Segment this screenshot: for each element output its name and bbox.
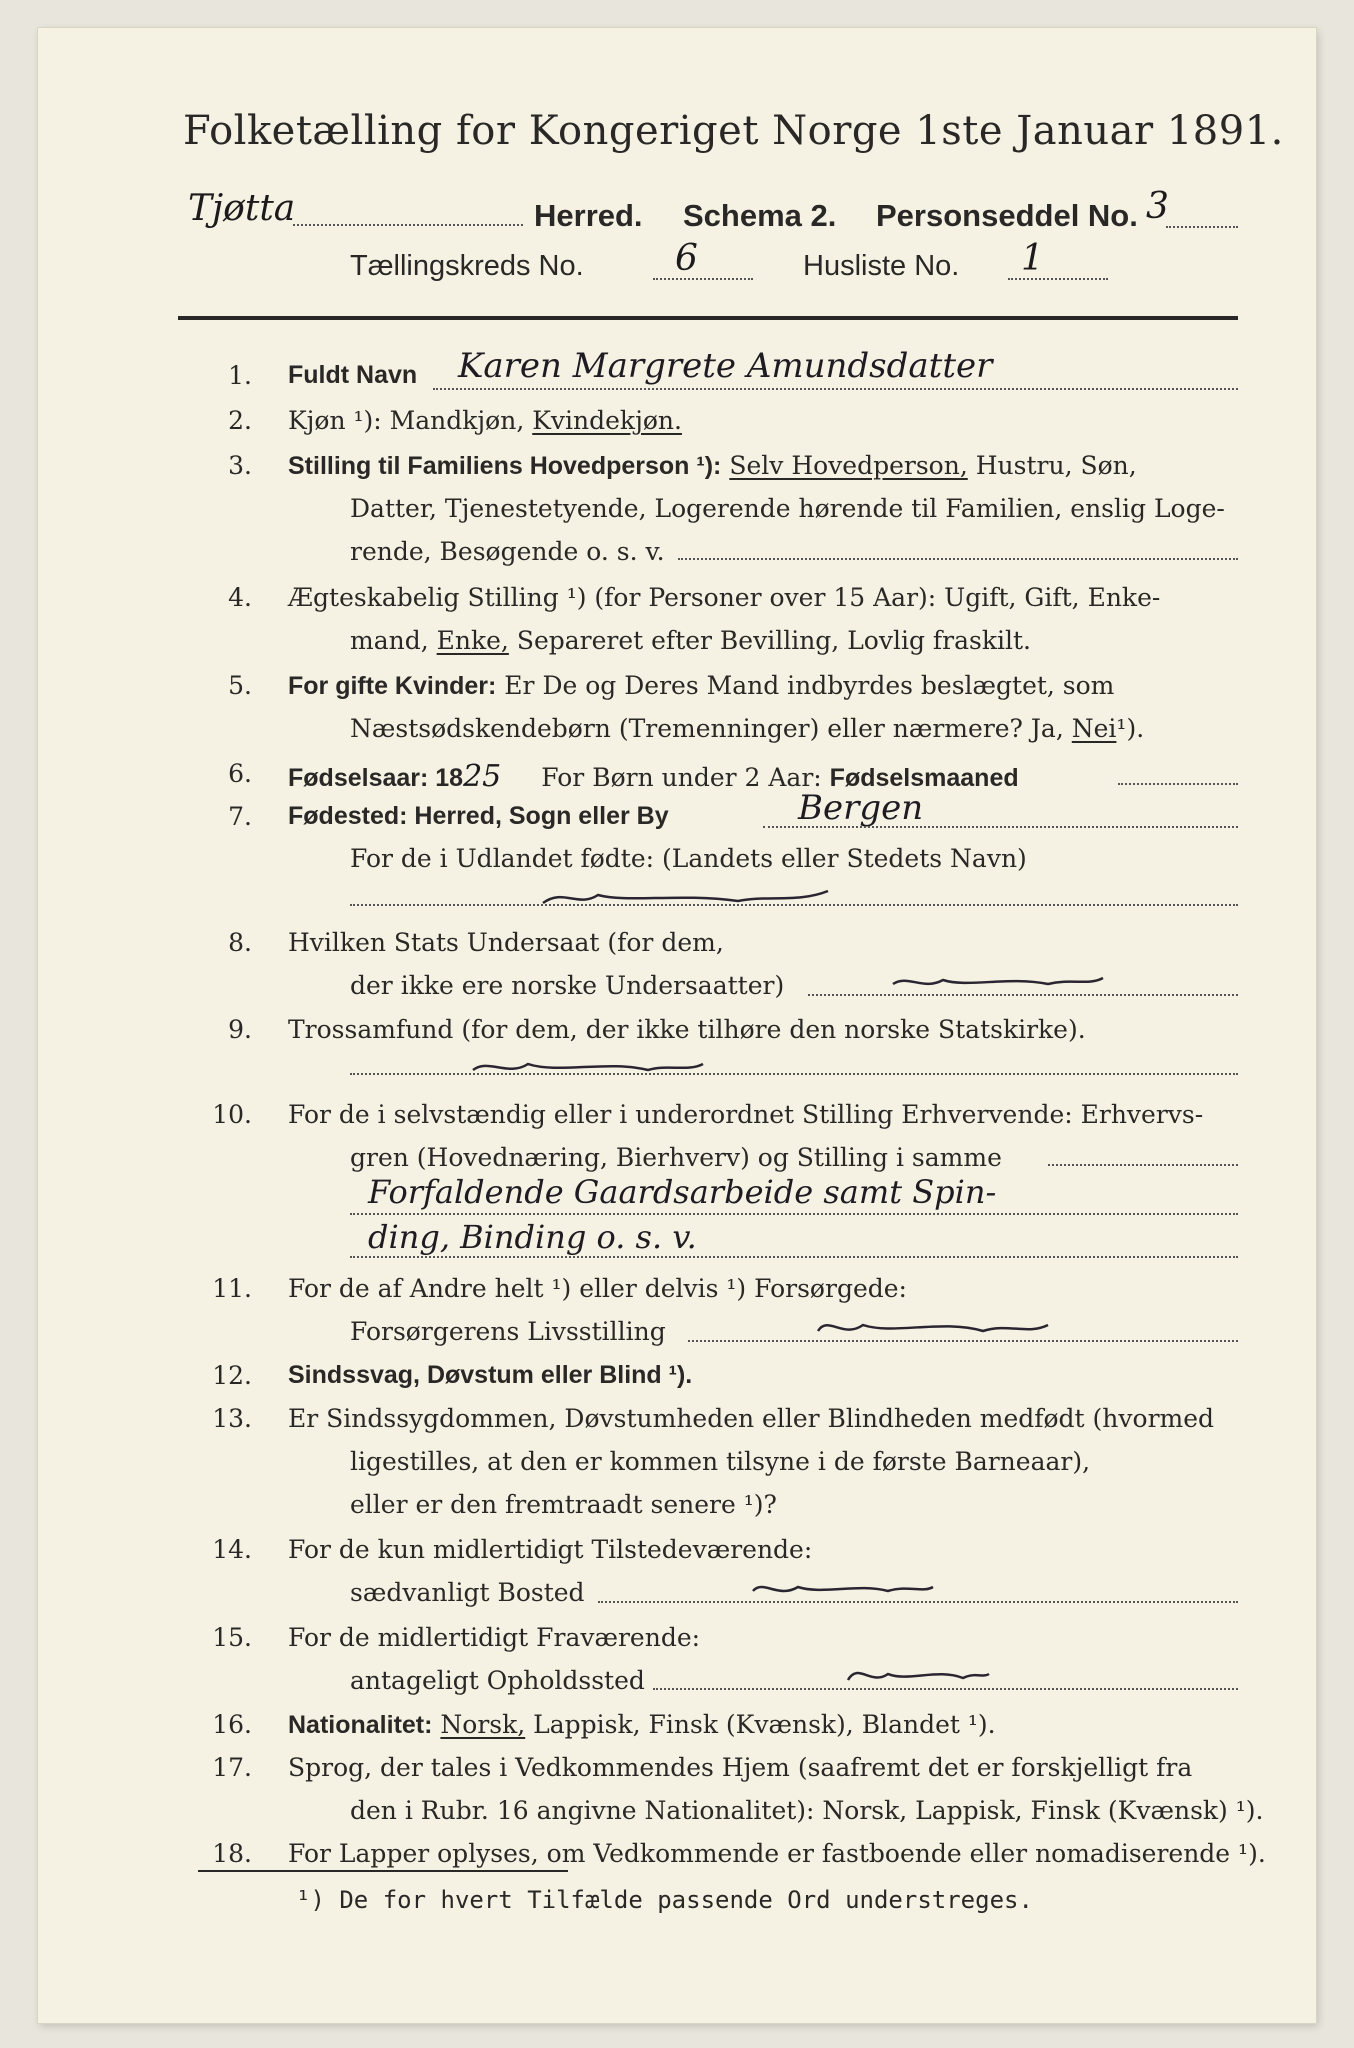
q15-num: 15. [212,1623,252,1652]
q14-line2: sædvanligt Bosted [350,1578,585,1607]
q18-num: 18. [212,1839,252,1868]
q4-underlined: Enke, [436,626,509,655]
herred-value: Tjøtta [188,188,296,229]
q5-label: For gifte Kvinder: [288,672,497,700]
q6-dots [1118,783,1238,785]
q10-line2: gren (Hovednæring, Bierhverv) og Stilling i samme [350,1143,1002,1172]
q5-post: ¹). [1116,714,1145,743]
q16-num: 16. [212,1710,252,1739]
q4-rest: Separeret efter Bevilling, Lovlig fraskilt. [516,626,1031,655]
q17-line1: Sprog, der tales i Vedkommendes Hjem (saafremt det er forskjelligt fra [288,1753,1193,1782]
q7-dots [763,826,1238,828]
footnote: ¹) De for hvert Tilfælde passende Ord understreges. [296,1886,1033,1914]
q7-answer: Bergen [798,788,924,828]
q10-dots2 [350,1213,1238,1215]
q17-line2: den i Rubr. 16 angivne Nationalitet): Norsk, Lappisk, Finsk (Kvænsk) ¹). [350,1796,1264,1825]
q5-line1 [288,671,1114,701]
q10-dots1 [1048,1164,1238,1166]
q2-underlined: Kvindekjøn. [532,406,682,435]
husliste-dots [1008,278,1108,280]
q3-num: 3. [228,451,252,480]
q9-line1: Trossamfund (for dem, der ikke tilhøre den norske Statskirke). [288,1015,1086,1044]
q9-dash-mark [468,1052,708,1082]
q15-line1: For de midlertidigt Fraværende: [288,1623,701,1652]
husliste-label: Husliste No. [803,250,960,282]
q1-answer: Karen Margrete Amundsdatter [458,346,993,386]
husliste-value: 1 [1021,238,1044,279]
personseddel-dots [1166,226,1238,228]
q15-line2: antageligt Opholdssted [350,1666,645,1695]
q3-line1 [288,451,1137,481]
q3-line3: rende, Besøgende o. s. v. [350,537,665,566]
q10-dots3 [350,1256,1238,1258]
q5-rest: Er De og Deres Mand indbyrdes beslægtet, som [504,671,1115,700]
q1-num: 1. [228,361,252,390]
q18-line1: For Lapper oplyses, om Vedkommende er fastboende eller nomadiserende ¹). [288,1839,1266,1868]
q8-dash-mark [888,966,1108,996]
q16-rest: Lappisk, Finsk (Kvænsk), Blandet ¹). [533,1710,996,1739]
q3-rest: Hustru, Søn, [975,451,1137,480]
q14-line1: For de kun midlertidigt Tilstedeværende: [288,1535,813,1564]
q2-line [288,406,682,435]
q13-line1: Er Sindssygdommen, Døvstumheden eller Blindheden medfødt (hvormed [288,1404,1215,1433]
q8-line1: Hvilken Stats Undersaat (for dem, [288,928,724,957]
q4-line1: Ægteskabelig Stilling ¹) (for Personer over 15 Aar): Ugift, Gift, Enke- [288,583,1161,612]
q13-num: 13. [212,1404,252,1433]
kreds-dots [653,278,753,280]
q5-pre: Næstsødskendebørn (Tremenninger) eller nærmere? Ja, [350,714,1064,743]
q13-line2: ligestilles, at den er kommen tilsyne i de første Barneaar), [350,1447,1091,1476]
q1-dots [433,388,1238,390]
kreds-label: Tællingskreds No. [350,250,584,282]
q17-num: 17. [212,1753,252,1782]
q16-label: Nationalitet: [288,1711,433,1739]
q5-underlined: Nei [1071,714,1117,743]
q16-line [288,1710,996,1740]
q3-line2: Datter, Tjenestetyende, Logerende hørende til Familien, enslig Loge- [350,494,1225,523]
q5-num: 5. [228,671,252,700]
q12-num: 12. [212,1361,252,1390]
personseddel-value: 3 [1146,186,1169,227]
herred-dots [293,224,523,226]
q14-num: 14. [212,1535,252,1564]
q13-line3: eller er den fremtraadt senere ¹)? [350,1490,777,1519]
q6-num: 6. [228,759,252,788]
q11-line1: For de af Andre helt ¹) eller delvis ¹) Forsørgede: [288,1274,907,1303]
q9-num: 9. [228,1015,252,1044]
q4-pre: mand, [350,626,429,655]
census-form [38,28,1316,2023]
q11-line2: Forsørgerens Livsstilling [350,1317,666,1346]
q15-dash-mark [843,1658,993,1690]
q4-line2 [350,626,1031,655]
q5-line2 [350,714,1144,743]
q16-underlined: Norsk, [440,1710,526,1739]
q10-num: 10. [212,1100,252,1129]
q3-label: Stilling til Familiens Hovedperson ¹): [288,452,722,480]
footnote-rule [198,1870,568,1872]
q12-line1: Sindssvag, Døvstum eller Blind ¹). [288,1361,693,1389]
q6-label: Fødselsaar: 18 [288,764,464,792]
q6-mid: For Børn under 2 Aar: [541,763,822,792]
q6-year: 25 [463,759,502,794]
q4-num: 4. [228,583,252,612]
q3-underlined: Selv Hovedperson, [729,451,968,480]
personseddel-label: Personseddel No. [876,198,1138,233]
q2-num: 2. [228,406,252,435]
q14-dash-mark [748,1573,938,1603]
schema-label: Schema 2. [683,198,837,233]
kreds-value: 6 [675,238,698,279]
q3-dots [678,558,1238,560]
q7-line2: For de i Udlandet fødte: (Landets eller Stedets Navn) [350,844,1027,873]
q7-label: Fødested: Herred, Sogn eller By [288,802,669,830]
q10-answer-line1: Forfaldende Gaardsarbeide samt Spin- [368,1173,997,1211]
q2-label: Kjøn ¹): Mandkjøn, [288,406,525,435]
q10-line1: For de i selvstændig eller i underordnet Stilling Erhvervende: Erhvervs- [288,1100,1204,1129]
q11-dash-mark [813,1311,1053,1343]
q1-label: Fuldt Navn [288,361,418,389]
header-rule [178,316,1238,320]
form-title: Folketælling for Kongeriget Norge 1ste Januar 1891. [183,108,1284,154]
q7-num: 7. [228,802,252,831]
q6-month-label: Fødselsmaaned [829,764,1019,792]
q8-num: 8. [228,928,252,957]
q10-answer-line2: ding, Binding o. s. v. [368,1218,697,1256]
herred-label: Herred. [534,198,643,233]
q11-num: 11. [212,1274,252,1303]
q8-line2: der ikke ere norske Undersaatter) [350,971,785,1000]
q7-dash-mark [538,883,838,913]
